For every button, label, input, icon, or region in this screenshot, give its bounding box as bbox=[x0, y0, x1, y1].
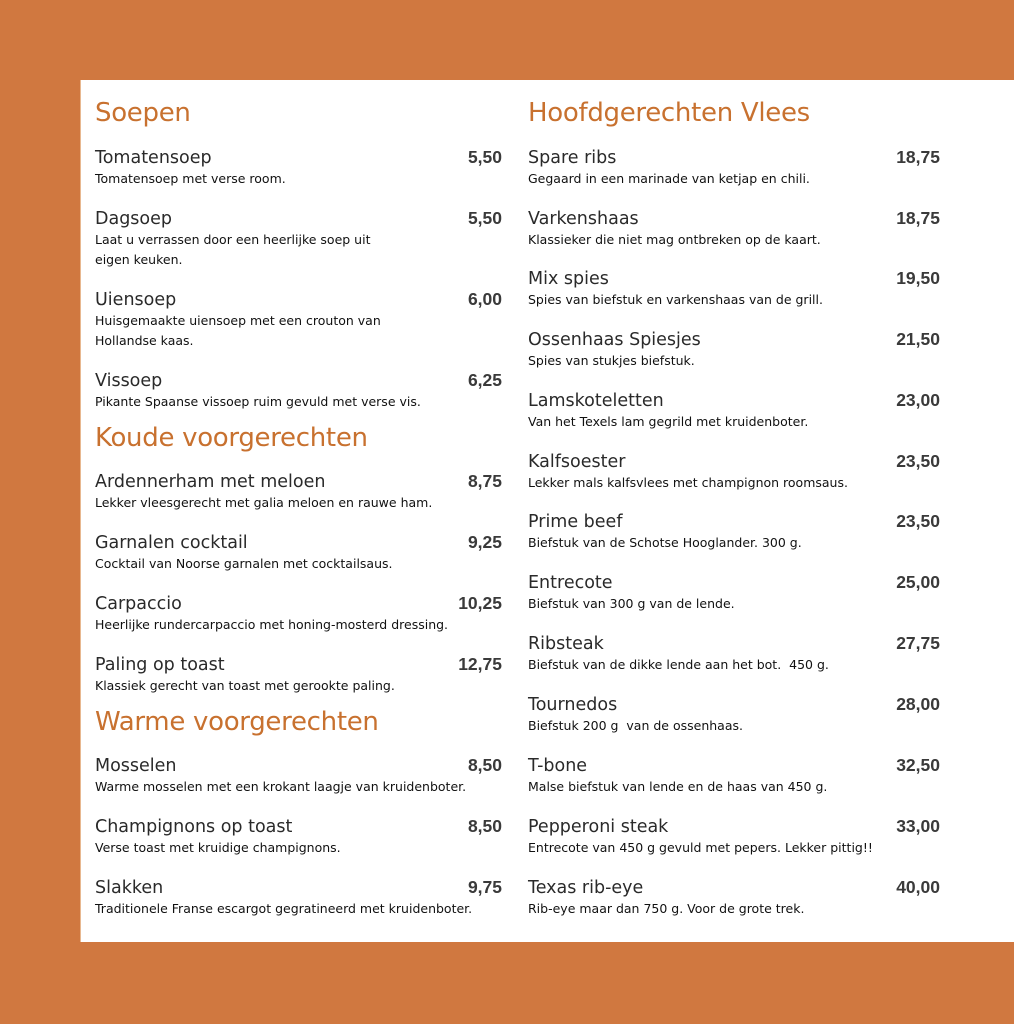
item-header-row bbox=[95, 592, 502, 614]
section-heading-soepen: Soepen bbox=[95, 98, 191, 128]
menu-item-garnalen-cocktail bbox=[95, 531, 502, 574]
item-header-row bbox=[95, 207, 502, 229]
menu-item-pepperoni-steak bbox=[528, 815, 940, 858]
item-price: 8,50 bbox=[467, 816, 502, 836]
item-name: Carpaccio bbox=[95, 594, 182, 614]
section-heading-koude-voorgerechten: Koude voorgerechten bbox=[95, 423, 368, 453]
item-description: Warme mosselen met een krokant laagje van kruidenboter. bbox=[95, 779, 467, 794]
menu-item-ardennerham-met-meloen bbox=[95, 470, 502, 513]
menu-item-carpaccio bbox=[95, 592, 502, 635]
item-name: Varkenshaas bbox=[528, 209, 639, 229]
item-description: Heerlijke rundercarpaccio met honing-mosterd dressing. bbox=[95, 617, 449, 632]
item-header-row bbox=[95, 369, 502, 391]
menu-item-uiensoep bbox=[95, 288, 502, 351]
item-name: Mix spies bbox=[528, 269, 609, 289]
menu-item-champignons-op-toast bbox=[95, 815, 502, 858]
item-header-row bbox=[95, 653, 502, 675]
item-name: Ribsteak bbox=[528, 634, 604, 654]
item-name: Uiensoep bbox=[95, 290, 177, 310]
menu-item-mosselen bbox=[95, 754, 502, 797]
section-heading-warme-voorgerechten: Warme voorgerechten bbox=[95, 707, 379, 737]
item-header-row bbox=[528, 207, 940, 229]
item-header-row bbox=[95, 815, 502, 837]
item-name: Tomatensoep bbox=[95, 148, 212, 168]
item-price: 9,75 bbox=[467, 877, 502, 897]
item-price: 8,75 bbox=[467, 471, 502, 491]
item-header-row bbox=[95, 470, 502, 492]
item-price: 23,50 bbox=[896, 511, 940, 531]
menu-item-texas-rib-eye bbox=[528, 876, 940, 919]
item-price: 18,75 bbox=[896, 208, 940, 228]
item-description: Malse biefstuk van lende en de haas van 450 g. bbox=[528, 779, 828, 794]
menu-item-t-bone bbox=[528, 754, 940, 797]
item-name: Dagsoep bbox=[95, 209, 173, 229]
item-name: Ossenhaas Spiesjes bbox=[528, 330, 701, 350]
menu-item-dagsoep bbox=[95, 207, 502, 270]
item-header-row bbox=[528, 450, 940, 472]
item-description: Cocktail van Noorse garnalen met cocktailsaus. bbox=[95, 556, 393, 571]
item-header-row bbox=[528, 815, 940, 837]
item-name: Ardennerham met meloen bbox=[95, 472, 326, 492]
item-description: Rib-eye maar dan 750 g. Voor de grote trek. bbox=[528, 901, 805, 916]
menu-item-ribsteak bbox=[528, 632, 940, 675]
menu-item-mix-spies bbox=[528, 267, 940, 310]
item-description: Lekker vleesgerecht met galia meloen en rauwe ham. bbox=[95, 495, 433, 510]
item-name: Pepperoni steak bbox=[528, 817, 669, 837]
menu-item-prime-beef bbox=[528, 510, 940, 553]
item-name: Champignons op toast bbox=[95, 817, 293, 837]
item-name: T-bone bbox=[528, 756, 588, 776]
item-price: 9,25 bbox=[467, 532, 502, 552]
item-header-row bbox=[95, 531, 502, 553]
menu-item-slakken bbox=[95, 876, 502, 919]
item-price: 33,00 bbox=[896, 816, 940, 836]
item-header-row bbox=[528, 267, 940, 289]
item-name: Tournedos bbox=[528, 695, 618, 715]
item-header-row bbox=[528, 876, 940, 898]
menu-item-entrecote bbox=[528, 571, 940, 614]
item-description: Entrecote van 450 g gevuld met pepers. Lekker pittig!! bbox=[528, 840, 873, 855]
item-description: Pikante Spaanse vissoep ruim gevuld met verse vis. bbox=[95, 394, 421, 409]
item-price: 40,00 bbox=[896, 877, 940, 897]
item-price: 21,50 bbox=[896, 329, 940, 349]
menu-item-tomatensoep bbox=[95, 146, 502, 189]
section-heading-hoofdgerechten-vlees: Hoofdgerechten Vlees bbox=[528, 98, 810, 128]
item-header-row bbox=[528, 510, 940, 532]
item-price: 5,50 bbox=[467, 147, 502, 167]
item-price: 8,50 bbox=[467, 755, 502, 775]
item-description: Biefstuk van 300 g van de lende. bbox=[528, 596, 735, 611]
item-price: 32,50 bbox=[896, 755, 940, 775]
menu-item-kalfsoester bbox=[528, 450, 940, 493]
item-name: Vissoep bbox=[95, 371, 163, 391]
item-description: Traditionele Franse escargot gegratineerd met kruidenboter. bbox=[95, 901, 473, 916]
item-description: Lekker mals kalfsvlees met champignon roomsaus. bbox=[528, 475, 848, 490]
item-price: 23,00 bbox=[896, 390, 940, 410]
item-name: Texas rib-eye bbox=[528, 878, 644, 898]
item-price: 18,75 bbox=[896, 147, 940, 167]
item-header-row bbox=[95, 754, 502, 776]
item-price: 10,25 bbox=[458, 593, 502, 613]
item-price: 25,00 bbox=[896, 572, 940, 592]
item-description: Spies van biefstuk en varkenshaas van de grill. bbox=[528, 292, 823, 307]
menu-item-tournedos bbox=[528, 693, 940, 736]
item-price: 27,75 bbox=[896, 633, 940, 653]
item-price: 5,50 bbox=[467, 208, 502, 228]
item-description: Verse toast met kruidige champignons. bbox=[95, 840, 341, 855]
item-description: Van het Texels lam gegrild met kruidenboter. bbox=[528, 414, 809, 429]
item-description: Tomatensoep met verse room. bbox=[95, 171, 286, 186]
item-name: Kalfsoester bbox=[528, 452, 626, 472]
item-name: Mosselen bbox=[95, 756, 177, 776]
item-description: Spies van stukjes biefstuk. bbox=[528, 353, 695, 368]
item-price: 12,75 bbox=[458, 654, 502, 674]
menu-item-ossenhaas-spiesjes bbox=[528, 328, 940, 371]
item-name: Entrecote bbox=[528, 573, 613, 593]
item-header-row bbox=[95, 876, 502, 898]
menu-item-varkenshaas bbox=[528, 207, 940, 250]
item-header-row bbox=[528, 632, 940, 654]
item-price: 6,00 bbox=[467, 289, 502, 309]
item-name: Lamskoteletten bbox=[528, 391, 664, 411]
item-price: 28,00 bbox=[896, 694, 940, 714]
item-description: Biefstuk 200 g van de ossenhaas. bbox=[528, 718, 743, 733]
item-price: 19,50 bbox=[896, 268, 940, 288]
item-name: Paling op toast bbox=[95, 655, 225, 675]
item-name: Slakken bbox=[95, 878, 164, 898]
item-description: Huisgemaakte uiensoep met een crouton van Hollandse kaas. bbox=[95, 313, 381, 348]
item-description: Klassieker die niet mag ontbreken op de kaart. bbox=[528, 232, 821, 247]
item-description: Laat u verrassen door een heerlijke soep uit eigen keuken. bbox=[95, 232, 371, 267]
item-header-row bbox=[95, 146, 502, 168]
item-header-row bbox=[528, 571, 940, 593]
item-price: 23,50 bbox=[896, 451, 940, 471]
item-header-row bbox=[528, 754, 940, 776]
item-header-row bbox=[528, 389, 940, 411]
menu-item-vissoep bbox=[95, 369, 502, 412]
item-description: Biefstuk van de Schotse Hooglander. 300 g. bbox=[528, 535, 802, 550]
item-name: Spare ribs bbox=[528, 148, 617, 168]
item-description: Klassiek gerecht van toast met gerookte paling. bbox=[95, 678, 395, 693]
menu-item-lamskoteletten bbox=[528, 389, 940, 432]
item-name: Prime beef bbox=[528, 512, 623, 532]
item-header-row bbox=[95, 288, 502, 310]
item-price: 6,25 bbox=[467, 370, 502, 390]
item-header-row bbox=[528, 328, 940, 350]
item-description: Gegaard in een marinade van ketjap en chili. bbox=[528, 171, 810, 186]
menu-item-spare-ribs bbox=[528, 146, 940, 189]
item-header-row bbox=[528, 146, 940, 168]
item-header-row bbox=[528, 693, 940, 715]
item-description: Biefstuk van de dikke lende aan het bot. 450 g. bbox=[528, 657, 829, 672]
menu-item-paling-op-toast bbox=[95, 653, 502, 696]
item-name: Garnalen cocktail bbox=[95, 533, 248, 553]
